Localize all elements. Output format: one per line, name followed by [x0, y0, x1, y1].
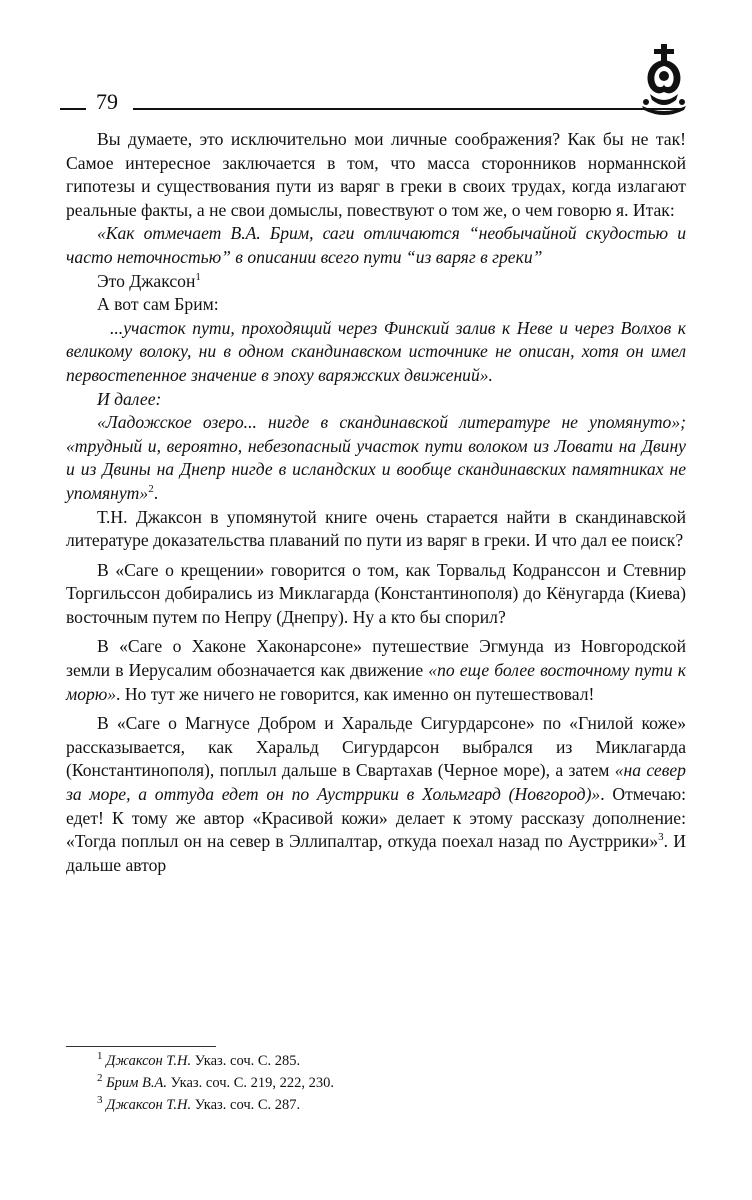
- footnote-1: [97, 1050, 657, 1072]
- text-run: «на север за море, а оттуда едет он по Аустррики в Хольмгард (Новгород)»: [66, 760, 686, 805]
- footnote-reference: Указ. соч. С. 285.: [191, 1053, 301, 1069]
- footnote-author: Брим В.А.: [106, 1075, 168, 1091]
- text-run: В «Саге о Хаконе Хаконарсоне» путешествие Эгмунда из Новгородской земли в Иерусалим обозначается как движение: [66, 636, 686, 681]
- header-rule-right: [133, 108, 681, 110]
- text-run: .: [153, 482, 159, 503]
- text-run: Т.Н. Джаксон в упомянутой книге очень старается найти в скандинавской литературе доказательства плаваний по пути из варяг в греки. И что дал ее поиск?: [66, 506, 686, 551]
- footnotes: [97, 1050, 657, 1116]
- text-run: Вы думаете, это исключительно мои личные соображения? Как бы не так! Самое интересное заключается в том, что масса сторонников норманнской гипотезы и существования пути из варяг в греки в своих трудах, когда излагают реальные факты, а не свои домыслы, повествуют о том же, о чем говорю я. Итак:: [66, 129, 686, 220]
- footnote-number: 2: [97, 1072, 103, 1085]
- paragraph-p10: [66, 635, 686, 706]
- text-run: «Как отмечает В.А. Брим, саги отличаются “необычайной скудостью и часто неточностью” в описании всего пути “из варяг в греки”: [66, 223, 686, 267]
- footnote-number: 3: [97, 1094, 103, 1107]
- footnote-divider: [66, 1046, 216, 1047]
- text-run: «по еще более восточному пути к морю»: [66, 660, 686, 704]
- text-run: Это Джаксон: [97, 270, 196, 291]
- paragraph-p11: [66, 712, 686, 877]
- paragraph-p2: [66, 222, 686, 269]
- text-run: В «Саге о крещении» говорится о том, как Торвальд Кодранссон и Стевнир Торгильссон добирались из Миклагарда (Константинополя) до Кёнугарда (Киева) восточным путем по Непру (Днепру). Ну а кто бы спорил?: [66, 559, 686, 627]
- paragraph-p5: [66, 317, 686, 388]
- main-text: [66, 128, 686, 877]
- text-run: . И дальше автор: [66, 831, 686, 875]
- text-run: И далее:: [97, 388, 162, 409]
- page-header: [60, 78, 700, 118]
- text-run: «Ладожское озеро... нигде в скандинавской литературе не упомянуто»; «трудный и, вероятно, небезопасный участок пути волоком из Ловати на Двину и из Двины на Днепр нигде в исландских и вообще скандинавских памятниках не упомянут»: [66, 412, 686, 503]
- text-run: . Отмечаю: едет! К тому же автор «Красивой кожи» делает к этому рассказу дополнение: «Тогда поплыл он на север в Эллипалтар, откуда поехал назад по Аустррики»: [66, 784, 686, 852]
- page-number: 79: [96, 89, 118, 114]
- footnote-marker: 1: [195, 270, 201, 283]
- header-rule-left: [60, 108, 86, 110]
- text-run: В «Саге о Магнусе Добром и Харальде Сигурдарсоне» по «Гнилой коже» рассказывается, как Харальд Сигурдарсон выбрался из Миклагарда (Константинополя), поплыл дальше в Свартахав (Черное море), а затем: [66, 713, 686, 781]
- footnote-marker: 2: [148, 483, 154, 496]
- text-run: . Но тут же ничего не говорится, как именно он путешествовал!: [116, 683, 595, 704]
- footnote-author: Джаксон Т.Н.: [106, 1053, 192, 1069]
- paragraph-p8: [66, 506, 686, 553]
- text-run: А вот сам Брим:: [97, 294, 219, 315]
- footnote-2: [97, 1072, 657, 1094]
- paragraph-p9: [66, 559, 686, 630]
- footnote-marker: 3: [658, 831, 664, 844]
- footnote-reference: Указ. соч. С. 287.: [191, 1097, 301, 1113]
- footnote-number: 1: [97, 1050, 103, 1063]
- footnote-reference: Указ. соч. С. 219, 222, 230.: [167, 1075, 335, 1091]
- paragraph-p7: [66, 411, 686, 505]
- footnote-author: Джаксон Т.Н.: [106, 1097, 192, 1113]
- paragraph-p1: [66, 128, 686, 222]
- text-run: ...участок пути, проходящий через Финский залив к Неве и через Волхов к великому волоку, ни в одном скандинавском источнике не описан, хотя он имел первостепенное значение в эпоху варяжских движений».: [66, 317, 686, 385]
- paragraph-p3: [66, 270, 686, 294]
- paragraph-p4: [66, 293, 686, 317]
- paragraph-p6: [66, 388, 686, 412]
- cross-emblem-icon: [638, 44, 690, 118]
- footnote-3: [97, 1094, 657, 1116]
